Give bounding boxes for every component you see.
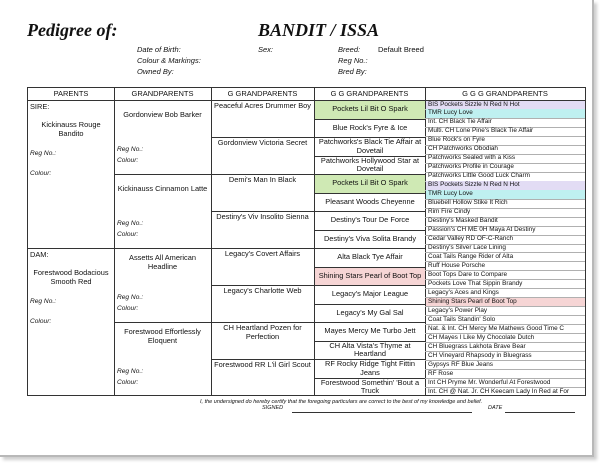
parent-role-label: DAM:: [30, 250, 49, 259]
ggg-grandparent-name: Shining Stars Pearl of Boot Top: [426, 298, 585, 306]
g-grandparent-name: Demi's Man In Black: [228, 175, 297, 184]
g-grandparent-name: Peaceful Acres Drummer Boy: [214, 101, 311, 110]
pedigree-table: [27, 87, 586, 396]
ggg-grandparent-name: BIS Pockets Sizzle N Red N Hot: [426, 101, 585, 109]
colour-markings-label: Colour & Markings:: [137, 56, 201, 65]
g-grandparent-name: CH Heartland Pozen for Perfection: [223, 323, 302, 341]
gg-grandparent-name: Destiny's Tour De Force: [330, 215, 410, 225]
colour-label: Colour:: [30, 318, 52, 325]
ggg-grandparent-name: Boot Tops Dare to Compare: [428, 270, 508, 278]
gg-grandparent-name: Pleasant Woods Cheyenne: [325, 196, 415, 206]
g-grandparent-name: Gordonview Victoria Secret: [217, 138, 308, 147]
gg-grandparent-name: Pockets Lil Bit O Spark: [315, 101, 425, 119]
gg-grandparent-name: Pockets Lil Bit O Spark: [315, 175, 425, 193]
column-header: G G G GRANDPARENTS: [462, 89, 548, 98]
bred-by-label: Bred By:: [338, 67, 367, 76]
ggg-grandparent-name: Int CH Pryme Mr. Wonderful At Forestwood: [428, 378, 551, 386]
column-header: GRANDPARENTS: [131, 89, 194, 98]
colour-label: Colour:: [117, 305, 139, 312]
g-grandparent-name: Legacy's Covert Affairs: [224, 249, 301, 258]
grandparent-name: Forestwood Effortlessly Eloquent: [124, 327, 201, 345]
colour-label: Colour:: [117, 231, 139, 238]
g-grandparent-name: Legacy's Charlotte Web: [223, 286, 302, 295]
grandparent-name: Gordonview Bob Barker: [123, 109, 202, 119]
column-header: G G GRANDPARENTS: [330, 89, 409, 98]
ggg-grandparent-name: Legacy's Aces and Kings: [428, 288, 499, 296]
ggg-grandparent-name: Multi. CH Lone Pine's Black Tie Affair: [428, 127, 534, 135]
reg-no-label: Reg No.:: [117, 294, 144, 301]
gg-grandparent-name: RF Rocky Ridge Tight Fittin Jeans: [325, 359, 415, 377]
reg-no-label: Reg No.:: [338, 56, 368, 65]
dob-label: Date of Birth:: [137, 45, 181, 54]
ggg-grandparent-name: BIS Pockets Sizzle N Red N Hot: [426, 181, 585, 189]
ggg-grandparent-name: Destiny's Masked Bandit: [428, 217, 498, 225]
gg-grandparent-name: Alta Black Tye Affair: [337, 252, 403, 262]
row-divider: [114, 248, 211, 249]
reg-no-label: Reg No.:: [117, 146, 144, 153]
row-divider: [114, 322, 211, 323]
row-divider: [28, 248, 114, 249]
ggg-grandparent-name: Passion's CH ME 0H Maya At Destiny: [428, 226, 536, 234]
ggg-grandparent-name: TMR Lucy Love: [426, 109, 585, 117]
column-header: G GRANDPARENTS: [227, 89, 298, 98]
parent-name: Forestwood Bodacious Smooth Red: [33, 268, 109, 286]
gg-grandparent-name: Legacy's Major League: [331, 289, 409, 299]
ggg-grandparent-name: CH Vineyard Rhapsody in Bluegrass: [428, 351, 532, 359]
reg-no-label: Reg No.:: [117, 220, 144, 227]
certification-text: I, the undersigned do hereby certify that the foregoing particulars are correct to the best of my knowledge and belief.: [200, 399, 483, 405]
ggg-grandparent-name: CH Bluegrass Lakhota Brave Bear: [428, 342, 526, 350]
ggg-grandparent-name: Destiny's Silver Lace Lining: [428, 244, 506, 251]
colour-label: Colour:: [117, 157, 139, 164]
ggg-grandparent-name: RF Rose: [428, 369, 454, 377]
grandparent-name: Kickinauss Cinnamon Latte: [117, 183, 208, 193]
ggg-grandparent-name: CH Mayes I Like My Chocolate Dutch: [428, 333, 535, 341]
ggg-grandparent-name: Legacy's Power Play: [428, 306, 488, 314]
colour-label: Colour:: [30, 170, 52, 177]
gg-grandparent-name: Shining Stars Pearl of Boot Top: [315, 268, 425, 286]
signature-line: [292, 412, 472, 413]
gg-grandparent-name: Legacy's My Gal Sal: [336, 307, 404, 317]
ggg-grandparent-name: Nat. & Int. CH Mercy Me Mathews Good Time C: [428, 324, 565, 332]
ggg-grandparent-name: Cedar Valley RD OF-C-Ranch: [428, 235, 514, 243]
breed-label: Breed:: [338, 45, 361, 54]
breed-value: Default Breed: [378, 45, 424, 54]
ggg-grandparent-name: Int. CH @ Nat. Jr. CH Keecam Lady In Red at For: [428, 387, 570, 395]
parent-role-label: SIRE:: [30, 102, 50, 111]
gg-grandparent-name: Patchworks Hollywood Star at Dovetail: [320, 155, 420, 174]
ggg-grandparent-name: Pockets Love That Sippin Brandy: [428, 279, 523, 287]
row-divider: [114, 174, 211, 175]
gg-grandparent-name: Patchworks's Black Tie Affair at Dovetail: [318, 137, 422, 155]
grandparent-name: Assetts All American Headline: [129, 253, 196, 271]
ggg-grandparent-name: Int. CH Black Tie Affair: [428, 118, 492, 126]
ggg-grandparent-name: Coat Tails Range Rider of Alta: [428, 252, 514, 260]
ggg-grandparent-name: Coat Tails Standin' Solo: [428, 315, 496, 323]
owned-by-label: Owned By:: [137, 67, 174, 76]
parent-name: Kickinauss Rouge Bandito: [41, 120, 101, 138]
ggg-grandparent-name: Ruff House Porsche: [428, 261, 486, 269]
signed-label: SIGNED: [262, 405, 284, 411]
ggg-grandparent-name: Gypsys RF Blue Jeans: [428, 360, 493, 368]
dog-name: BANDIT / ISSA: [258, 20, 380, 40]
reg-no-label: Reg No.:: [30, 298, 57, 305]
ggg-grandparent-name: Patchworks Sealed with a Kiss: [428, 154, 516, 162]
ggg-grandparent-name: Patchworks Little Good Luck Charm: [428, 172, 530, 180]
sex-label: Sex:: [258, 45, 274, 54]
gg-grandparent-name: CH Alta Vista's Thyme at Heartland: [329, 340, 411, 359]
pedigree-title-label: Pedigree of:: [27, 20, 118, 40]
gg-grandparent-name: Mayes Mercy Me Turbo Jett: [324, 326, 416, 336]
ggg-grandparent-name: Blue Rock's on Fyre: [428, 136, 485, 144]
column-header: PARENTS: [53, 89, 89, 98]
ggg-grandparent-name: Rim Fire Cindy: [428, 208, 471, 216]
gg-grandparent-name: Blue Rock's Fyre & Ice: [332, 122, 408, 132]
ggg-grandparent-name: Patchworks Profile in Courage: [428, 163, 514, 171]
colour-label: Colour:: [117, 379, 139, 386]
g-grandparent-name: Destiny's Viv Insolito Sienna: [216, 212, 309, 221]
g-grandparent-name: Forestwood RR L'il Girl Scout: [214, 360, 311, 369]
reg-no-label: Reg No.:: [117, 368, 144, 375]
date-line: [505, 412, 575, 413]
gg-grandparent-name: Destiny's Viva Solita Brandy: [323, 233, 417, 243]
reg-no-label: Reg No.:: [30, 150, 57, 157]
date-label: DATE: [488, 405, 503, 411]
gg-grandparent-name: Forestwood Somethin' 'Bout a Truck: [320, 377, 420, 396]
ggg-grandparent-name: CH Patchworks Obodiah: [428, 145, 498, 153]
ggg-grandparent-name: TMR Lucy Love: [426, 190, 585, 198]
ggg-grandparent-name: Bluebell Hollow Stike It Rich: [428, 199, 508, 207]
